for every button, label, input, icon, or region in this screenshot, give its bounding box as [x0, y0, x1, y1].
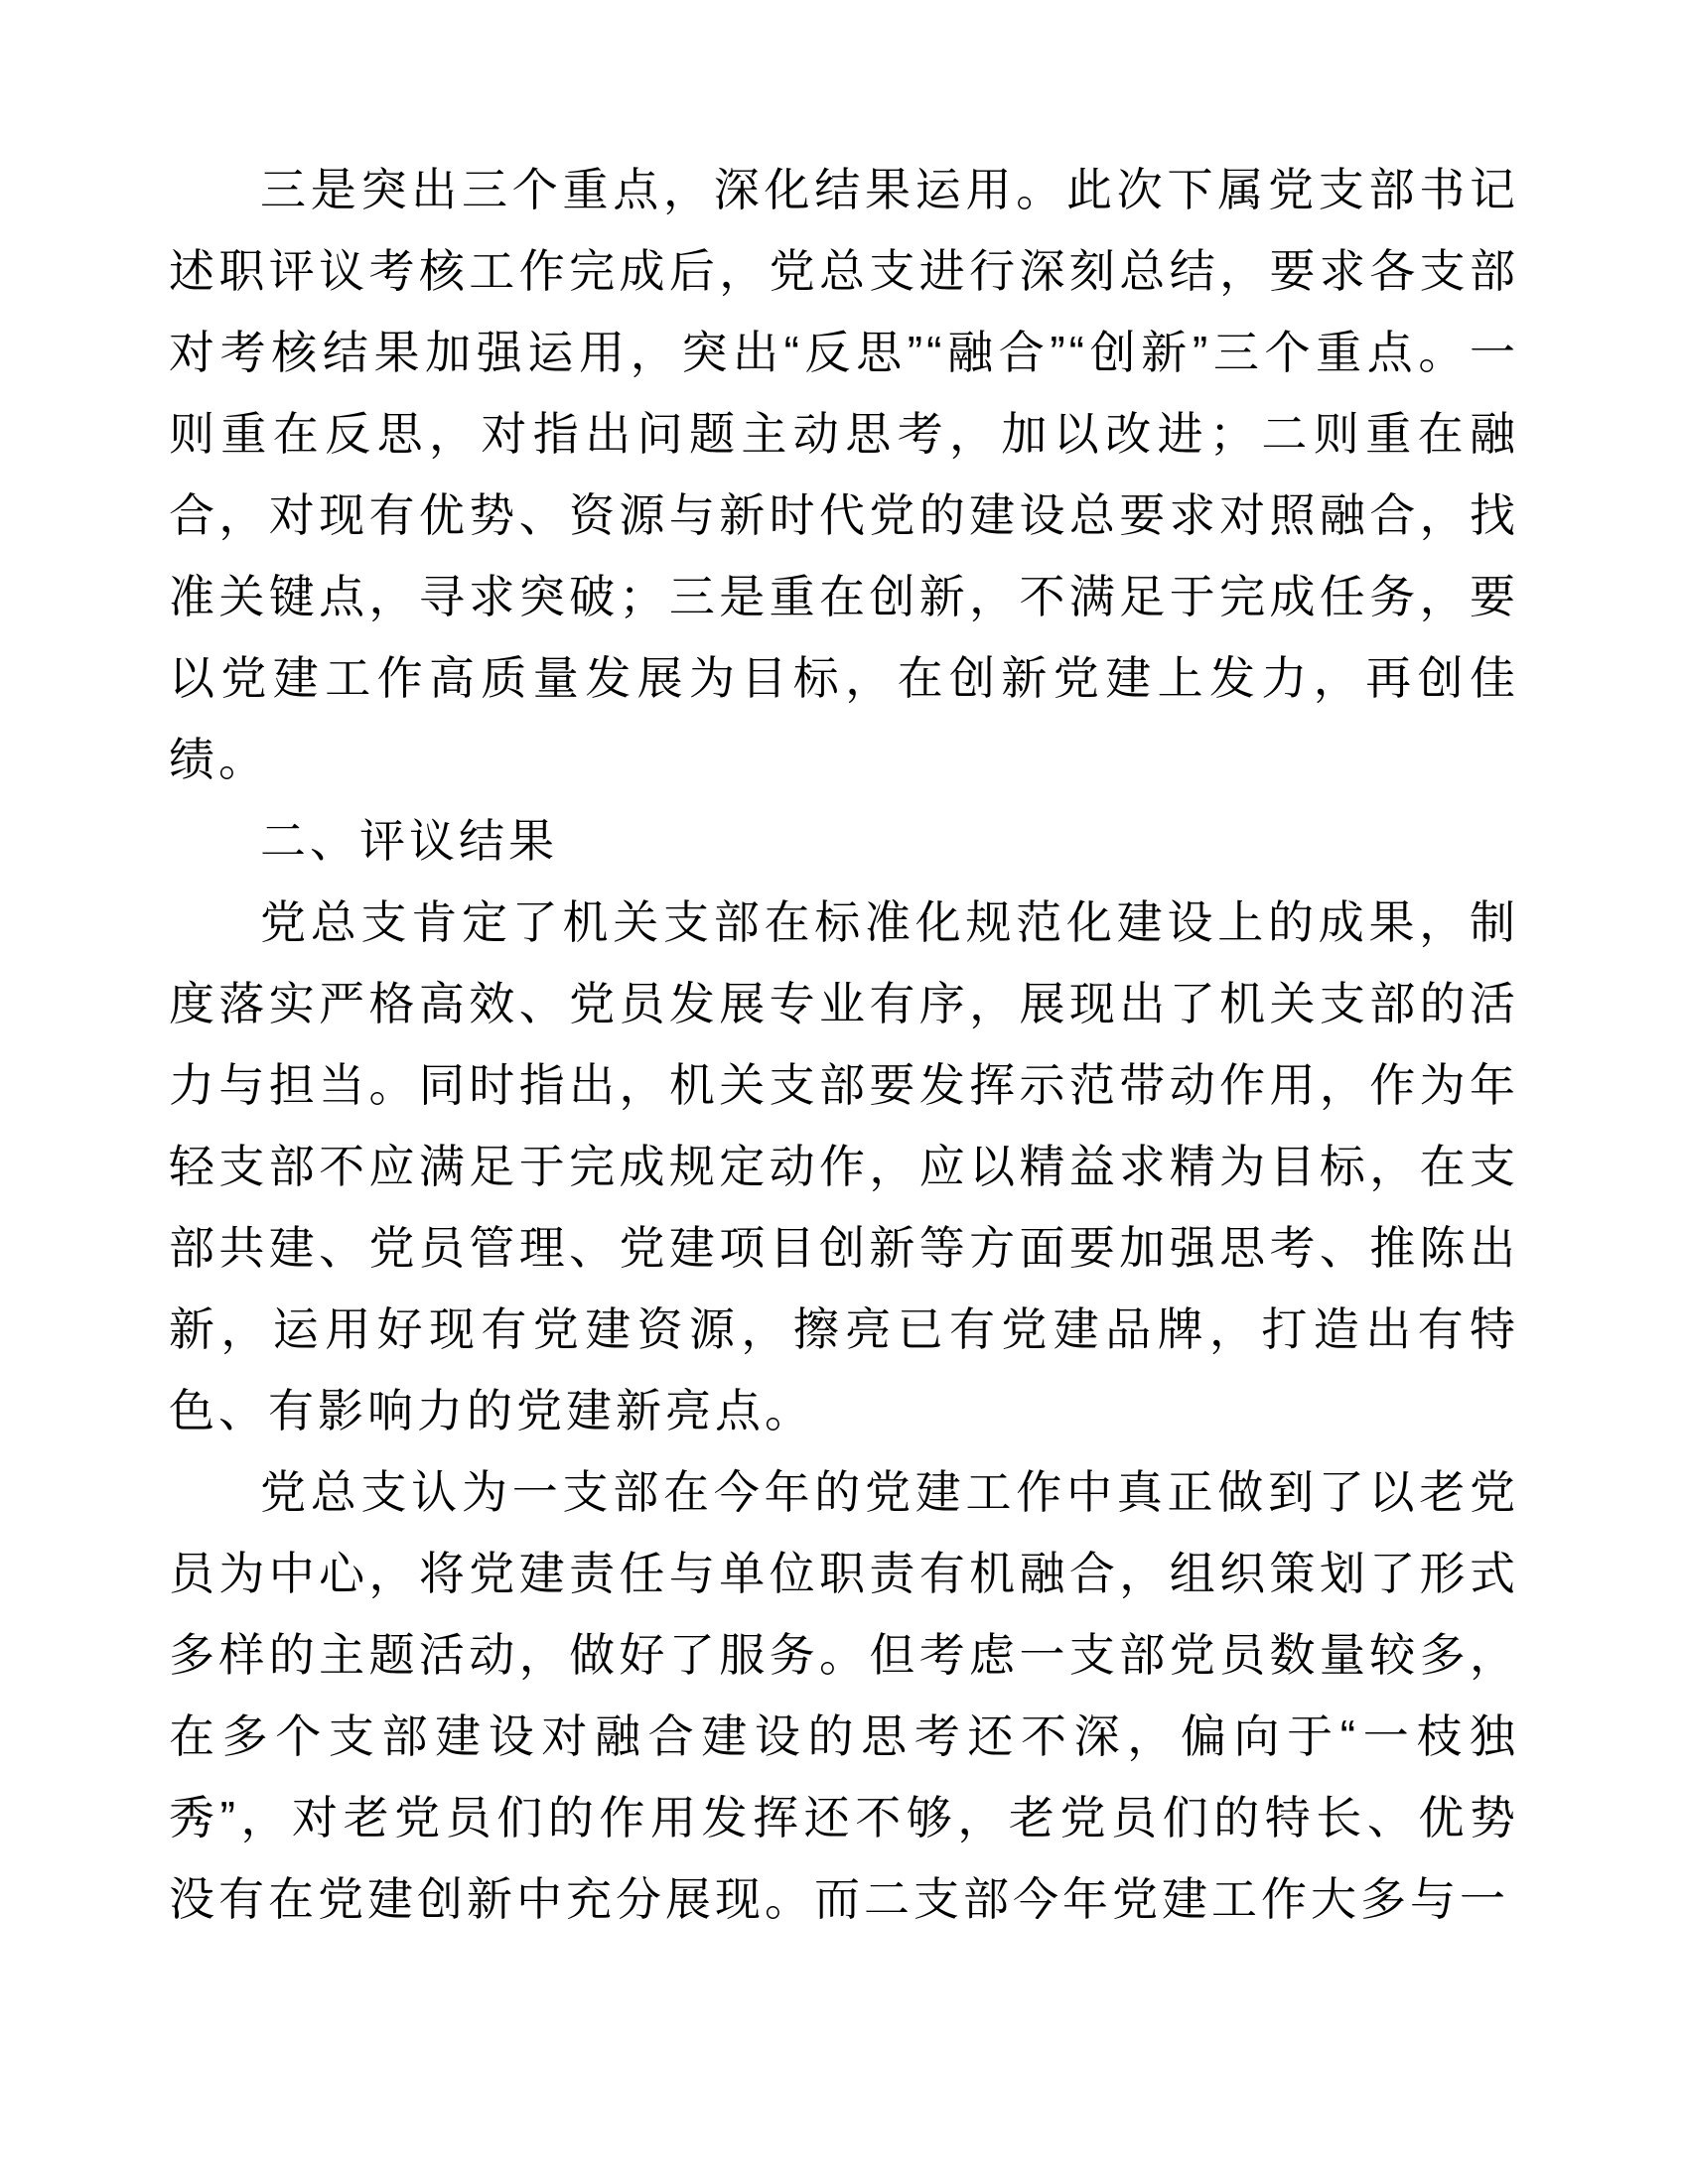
section-heading-evaluation-results: 二、评议结果: [260, 815, 558, 867]
paragraph-three-key-points: 三是突出三个重点，深化结果运用。此次下属党支部书记述职评议考核工作完成后，党总支进行深刻总结，要求各支部对考核结果加强运用，突出“反思”“融合”“创新”三个重点。一则重在反思，对指出问题主动思考，加以改进；二则重在融合，对现有优势、资源与新时代党的建设总要求对照融合，找准关键点，寻求突破；三是重在创新，不满足于完成任务，要以党建工作高质量发展为目标，在创新党建上发力，再创佳绩。: [169, 164, 1519, 785]
paragraph-organ-branch-evaluation: 党总支肯定了机关支部在标准化规范化建设上的成果，制度落实严格高效、党员发展专业有序，展现出了机关支部的活力与担当。同时指出，机关支部要发挥示范带动作用，作为年轻支部不应满足于完成规定动作，应以精益求精为目标，在支部共建、党员管理、党建项目创新等方面要加强思考、推陈出新，运用好现有党建资源，擦亮已有党建品牌，打造出有特色、有影响力的党建新亮点。: [169, 896, 1519, 1436]
paragraph-branch-one-evaluation: 党总支认为一支部在今年的党建工作中真正做到了以老党员为中心，将党建责任与单位职责有机融合，组织策划了形式多样的主题活动，做好了服务。但考虑一支部党员数量较多，在多个支部建设对融合建设的思考还不深，偏向于“一枝独秀”，对老党员们的作用发挥还不够，老党员们的特长、优势没有在党建创新中充分展现。而二支部今年党建工作大多与一: [169, 1466, 1519, 1925]
